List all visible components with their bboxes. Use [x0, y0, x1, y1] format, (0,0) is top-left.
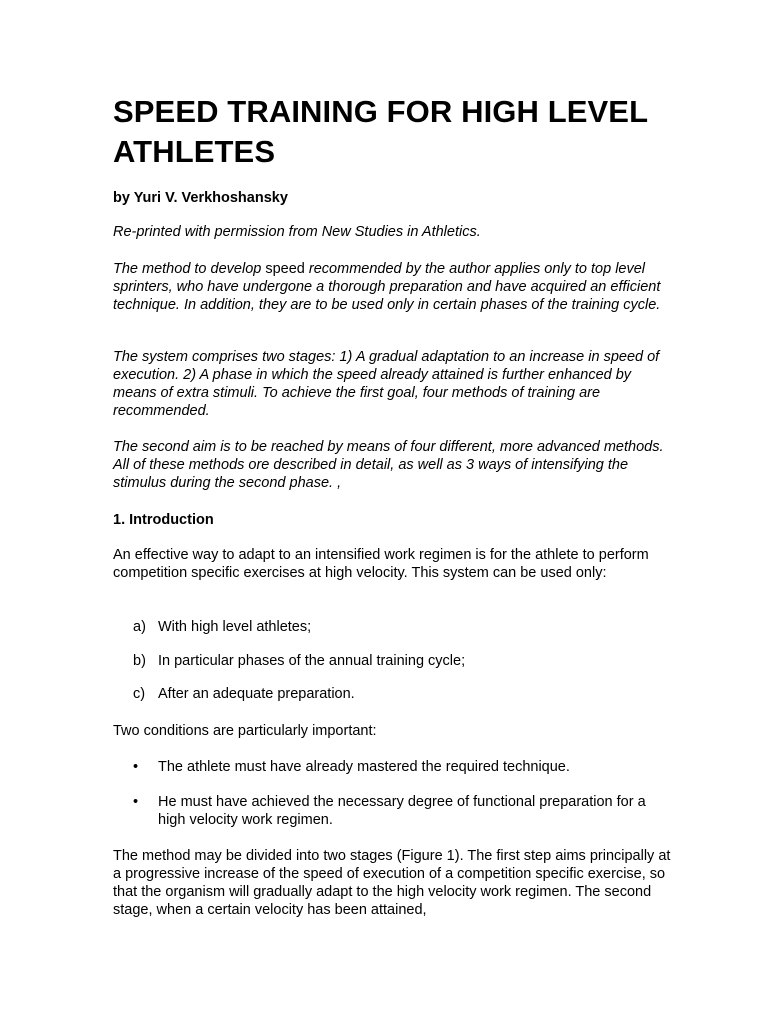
abstract-p1-after: recommended by the author applies only to top level sprinters, who have undergone a thorough preparation and have acquired an efficient technique. In addition, they are to be used only in certain phases of the training cycle.: [113, 261, 661, 313]
list-item-text: In particular phases of the annual training cycle;: [158, 653, 466, 669]
lettered-list-item-b: [133, 652, 653, 670]
list-item-text: He must have achieved the necessary degree of functional preparation for a high velocity work regimen.: [158, 794, 646, 828]
intro-paragraph-2: The method may be divided into two stages (Figure 1). The first step aims principally at a progressive increase of the speed of execution of a competition specific exercise, so that the organism will gradually adapt to the high velocity work regimen. The second stage, when a certain velocity has been attained,: [113, 848, 671, 918]
abstract-p1-speed: speed: [265, 261, 305, 277]
abstract-paragraph-1: [113, 260, 673, 314]
bullet-list-item-1: [133, 758, 653, 776]
bullet-marker: •: [133, 794, 139, 810]
abstract-paragraph-2: The system comprises two stages: 1) A gradual adaptation to an increase in speed of execution. 2) A phase in which the speed already attained is further enhanced by means of extra stimuli. To achieve the first goal, four methods of training are recommended.: [113, 349, 660, 419]
bullet-marker: •: [133, 759, 139, 775]
list-item-text: The athlete must have already mastered the required technique.: [158, 759, 570, 775]
bullet-list-item-2: [133, 793, 653, 829]
lettered-list-item-a: [133, 618, 653, 636]
reprint-note: Re-printed with permission from New Studies in Athletics.: [113, 224, 481, 240]
lettered-list-item-c: [133, 685, 653, 703]
conditions-intro: Two conditions are particularly important:: [113, 723, 377, 739]
intro-paragraph-1: An effective way to adapt to an intensified work regimen is for the athlete to perform competition specific exercises at high velocity. This system can be used only:: [113, 547, 649, 581]
list-marker: c): [133, 686, 146, 702]
document-title: SPEED TRAINING FOR HIGH LEVEL ATHLETES: [113, 94, 648, 169]
abstract-p1-before: The method to develop: [113, 261, 266, 277]
list-item-text: With high level athletes;: [158, 619, 312, 635]
list-item-text: After an adequate preparation.: [158, 686, 355, 702]
section-heading-introduction: 1. Introduction: [113, 512, 214, 528]
list-marker: a): [133, 619, 146, 635]
author-line: by Yuri V. Verkhoshansky: [113, 190, 288, 206]
document-page: [113, 92, 673, 918]
abstract-paragraph-3: The second aim is to be reached by means of four different, more advanced methods. All of these methods ore described in detail, as well as 3 ways of intensifying the stimulus during the second phase. ,: [113, 439, 664, 491]
list-marker: b): [133, 653, 146, 669]
